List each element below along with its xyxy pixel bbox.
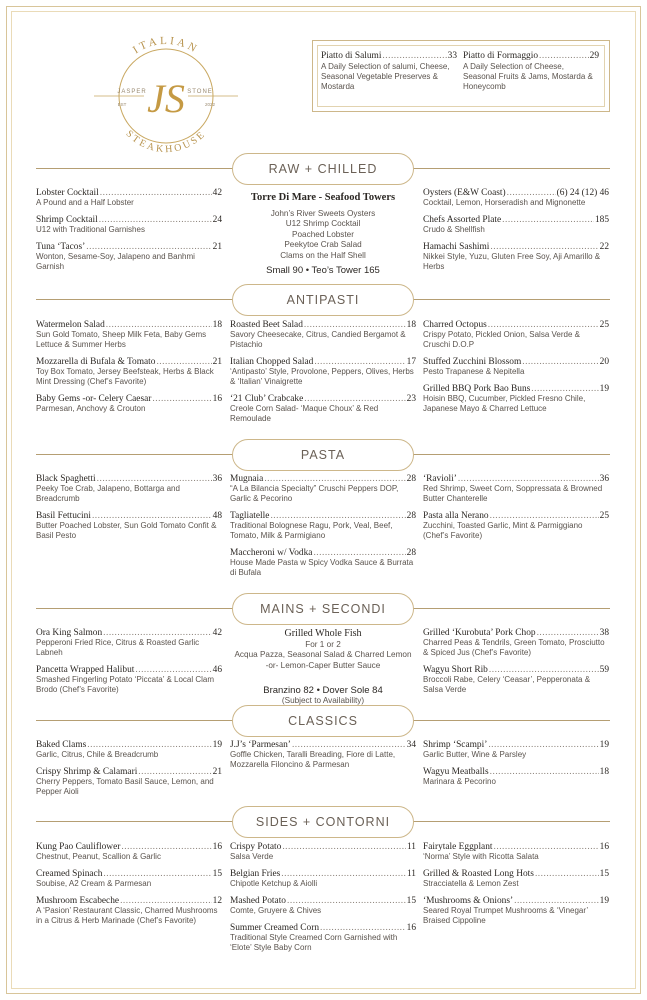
menu-item [36, 320, 222, 350]
leader-dots [490, 242, 598, 252]
item-price: 24 [212, 215, 222, 225]
leader-dots [135, 665, 211, 675]
menu-item [230, 896, 416, 916]
section-header-raw [36, 153, 610, 185]
leader-dots [313, 548, 405, 558]
item-name: Tuna ‘Tacos’ [36, 242, 86, 252]
menu-item [230, 740, 416, 770]
item-name: Mozzarella di Bufala & Tomato [36, 357, 156, 367]
item-name: Pancetta Wrapped Halibut [36, 665, 135, 675]
menu-item [230, 511, 416, 541]
item-description: Parmesan, Anchovy & Crouton [36, 404, 146, 413]
item-price: 36 [212, 474, 222, 484]
info-line: Clams on the Half Shell [280, 250, 366, 260]
item-description: Cherry Peppers, Tomato Basil Sauce, Lemon, and Pepper Aioli [36, 777, 214, 796]
item-price: 11 [406, 842, 416, 852]
item-description: Traditional Bolognese Ragu, Pork, Veal, Beef, Tomato, Milk & Parmigiano [230, 521, 393, 540]
item-name: Watermelon Salad [36, 320, 105, 330]
leader-dots [514, 896, 599, 906]
item-price: 25 [599, 320, 609, 330]
item-name: Maccheroni w/ Vodka [230, 548, 313, 558]
item-name: Basil Fettucini [36, 511, 91, 521]
item-price: 38 [599, 628, 609, 638]
leader-dots [103, 628, 211, 638]
item-price: 16 [212, 842, 222, 852]
item-name: Crispy Shrimp & Calamari [36, 767, 138, 777]
item-description: Soubise, A2 Cream & Parmesan [36, 879, 152, 888]
item-description: Hoisin BBQ, Cucumber, Pickled Fresno Chile, Japanese Mayo & Charred Lettuce [423, 394, 586, 413]
item-description: A ‘Pasion’ Restaurant Classic, Charred Mushrooms in a Citrus & Herb Marinade (Chef’s Favorite) [36, 906, 218, 925]
leader-dots [382, 51, 446, 62]
leader-dots [537, 628, 599, 638]
restaurant-logo [92, 32, 240, 160]
pasta-column-2 [230, 474, 416, 585]
item-description: Marinara & Pecorino [423, 777, 496, 786]
item-name: Shrimp ‘Scampi’ [423, 740, 488, 750]
item-description: Broccoli Rabe, Celery ‘Ceasar’, Pepperonata & Salsa Verde [423, 675, 591, 694]
menu-item [36, 767, 222, 797]
item-description: Stracciatella & Lemon Zest [423, 879, 519, 888]
menu-item [36, 215, 222, 235]
section-header-classics [36, 705, 610, 737]
item-name: Grilled BBQ Pork Bao Buns [423, 384, 531, 394]
menu-item [423, 665, 609, 695]
item-price: 25 [599, 511, 609, 521]
item-price: 59 [599, 665, 609, 675]
leader-dots [86, 242, 211, 252]
section-header-mains [36, 593, 610, 625]
item-name: Italian Chopped Salad [230, 357, 314, 367]
menu-item [36, 665, 222, 695]
leader-dots [314, 357, 405, 367]
leader-dots [287, 896, 406, 906]
item-name: Grilled ‘Kurobuta’ Pork Chop [423, 628, 536, 638]
section-title: PASTA [232, 439, 414, 471]
item-description: Charred Peas & Tendrils, Green Tomato, Prosciutto & Spiced Jus (Chef’s Favorite) [423, 638, 605, 657]
item-price: 42 [212, 628, 222, 638]
menu-item [230, 357, 416, 387]
section-title: RAW + CHILLED [232, 153, 414, 185]
item-price: 19 [599, 384, 609, 394]
menu-item [423, 320, 609, 350]
pasta-column-3 [423, 474, 609, 548]
item-price: 21 [212, 242, 222, 252]
leader-dots [264, 474, 405, 484]
menu-item [36, 896, 222, 926]
tower-price: Small 90 • Teo’s Tower 165 [266, 265, 380, 277]
menu-item [423, 628, 609, 658]
item-price: 19 [212, 740, 222, 750]
logo-bottom-text: STEAKHOUSE [123, 128, 209, 156]
item-description: Savory Cheesecake, Citrus, Candied Bergamot & Pistachio [230, 330, 406, 349]
seafood-tower [230, 192, 416, 276]
leader-dots [152, 394, 211, 404]
leader-dots [488, 740, 598, 750]
leader-dots [156, 357, 211, 367]
item-name: Hamachi Sashimi [423, 242, 490, 252]
item-price: 28 [406, 474, 416, 484]
item-name: Charred Octopus [423, 320, 487, 330]
menu-item [230, 842, 416, 862]
item-name: Kung Pao Cauliflower [36, 842, 121, 852]
leader-dots [87, 740, 211, 750]
section-title: SIDES + CONTORNI [232, 806, 414, 838]
item-price: 15 [212, 869, 222, 879]
item-description: Cocktail, Lemon, Horseradish and Mignonette [423, 198, 586, 207]
menu-item [230, 474, 416, 504]
raw-column-3 [423, 188, 609, 279]
sides-column-2 [230, 842, 416, 960]
item-description: Butter Poached Lobster, Sun Gold Tomato Confit & Basil Pesto [36, 521, 217, 540]
item-name: Crispy Potato [230, 842, 282, 852]
menu-item [230, 320, 416, 350]
item-description: Wonton, Sesame-Soy, Jalapeno and Banhmi Garnish [36, 252, 195, 271]
info-line: John’s River Sweets Oysters [270, 209, 376, 218]
whole-fish [230, 628, 416, 707]
item-description: U12 with Traditional Garnishes [36, 225, 145, 234]
item-price: 20 [599, 357, 609, 367]
item-price: 16 [212, 394, 222, 404]
leader-dots [270, 511, 405, 521]
menu-item [423, 740, 609, 760]
menu-item [423, 357, 609, 377]
menu-item [36, 511, 222, 541]
leader-dots [120, 896, 212, 906]
featured-salumi [321, 51, 457, 92]
leader-dots [490, 767, 599, 777]
menu-item [423, 242, 609, 272]
item-description: Nikkei Style, Yuzu, Gluten Free Soy, Aji Amarillo & Herbs [423, 252, 601, 271]
leader-dots [535, 869, 599, 879]
item-description: A Pound and a Half Lobster [36, 198, 134, 207]
menu-item [36, 188, 222, 208]
item-description: Traditional Style Creamed Corn Garnished with ‘Elote’ Style Baby Corn [230, 933, 398, 952]
leader-dots [99, 215, 212, 225]
tower-lines [230, 209, 416, 261]
item-name: Creamed Spinach [36, 869, 103, 879]
item-name: Mushroom Escabeche [36, 896, 120, 906]
classics-column-3 [423, 740, 609, 794]
antipasti-column-2 [230, 320, 416, 431]
leader-dots [292, 740, 406, 750]
featured-formaggio [463, 51, 599, 92]
leader-dots [522, 357, 598, 367]
item-description: Goffle Chicken, Taralli Breading, Fiore di Latte, Mozzarella Filoncino & Parmesan [230, 750, 396, 769]
item-description: Garlic Butter, Wine & Parsley [423, 750, 527, 759]
item-price: (6) 24 (12) 46 [556, 188, 609, 198]
item-name: Mashed Potato [230, 896, 286, 906]
item-price: 17 [406, 357, 416, 367]
item-name: Chefs Assorted Plate [423, 215, 502, 225]
fish-note: (Subject to Availability) [281, 696, 365, 706]
leader-dots [488, 320, 599, 330]
leader-dots [507, 188, 556, 198]
info-line: For 1 or 2 [305, 640, 341, 649]
antipasti-column-1 [36, 320, 222, 421]
item-price: 18 [599, 767, 609, 777]
item-price: 28 [406, 548, 416, 558]
section-title: ANTIPASTI [232, 284, 414, 316]
logo-top-text: ITALIAN [130, 34, 201, 57]
menu-item [423, 896, 609, 926]
item-name: Shrimp Cocktail [36, 215, 98, 225]
item-name: Mugnaia [230, 474, 264, 484]
menu-item [36, 357, 222, 387]
logo-year: 2022 [204, 102, 216, 107]
fish-title: Grilled Whole Fish [284, 628, 362, 639]
leader-dots [539, 51, 589, 62]
item-description: Garlic, Citrus, Chile & Breadcrumb [36, 750, 159, 759]
item-price: 11 [406, 869, 416, 879]
leader-dots [106, 320, 212, 330]
item-description: Crudo & Shellfish [423, 225, 485, 234]
item-description: Chestnut, Peanut, Scallion & Garlic [36, 852, 161, 861]
item-name: Lobster Cocktail [36, 188, 99, 198]
pasta-column-1 [36, 474, 222, 548]
item-price: 15 [599, 869, 609, 879]
menu-item [36, 740, 222, 760]
item-name: Baby Gems -or- Celery Caesar [36, 394, 152, 404]
item-description: A Daily Selection of salumi, Cheese, Seasonal Vegetable Preserves & Mostarda [321, 61, 450, 91]
item-price: 19 [599, 896, 609, 906]
item-description: ‘Antipasto’ Style, Provolone, Peppers, Olives, Herbs & ‘Italian’ Vinaigrette [230, 367, 414, 386]
logo-seal [92, 32, 240, 160]
item-price: 21 [212, 357, 222, 367]
menu-item [36, 842, 222, 862]
menu-item [230, 869, 416, 889]
item-description: Sun Gold Tomato, Sheep Milk Feta, Baby Gems Lettuce & Summer Herbs [36, 330, 207, 349]
item-price: 42 [212, 188, 222, 198]
item-price: 21 [212, 767, 222, 777]
item-price: 15 [406, 896, 416, 906]
menu-item [423, 188, 609, 208]
logo-right-word: STONE [187, 89, 213, 95]
info-line: U12 Shrimp Cocktail [285, 219, 361, 229]
item-price: 28 [406, 511, 416, 521]
leader-dots [282, 842, 406, 852]
menu-item [36, 394, 222, 414]
featured-box [312, 40, 610, 112]
menu-item [423, 842, 609, 862]
info-line: Poached Lobster [292, 229, 354, 239]
leader-dots [100, 188, 212, 198]
item-name: ‘Ravioli’ [423, 474, 457, 484]
item-description: “A La Bilancia Specialty” Cruschi Peppers DOP, Garlic & Pecorino [230, 484, 399, 503]
item-name: Wagyu Meatballs [423, 767, 489, 777]
item-name: Summer Creamed Corn [230, 923, 320, 933]
leader-dots [458, 474, 599, 484]
menu-item [230, 394, 416, 424]
logo-est: EST [117, 102, 127, 107]
item-price: 18 [406, 320, 416, 330]
menu-item [230, 548, 416, 578]
info-line: Acqua Pazza, Seasonal Salad & Charred Lemon [234, 650, 412, 660]
item-description: Peeky Toe Crab, Jalapeno, Bottarga and Breadcrumb [36, 484, 180, 503]
item-name: ‘Mushrooms & Onions’ [423, 896, 514, 906]
menu-item [423, 474, 609, 504]
item-name: Oysters (E&W Coast) [423, 188, 506, 198]
leader-dots [490, 511, 599, 521]
leader-dots [489, 665, 599, 675]
item-description: Chipotle Ketchup & Aiolli [230, 879, 318, 888]
item-name: Grilled & Roasted Long Hots [423, 869, 534, 879]
leader-dots [281, 869, 406, 879]
menu-item [36, 474, 222, 504]
item-price: 33 [447, 51, 457, 61]
mains-column-3 [423, 628, 609, 702]
leader-dots [304, 394, 405, 404]
item-price: 12 [212, 896, 222, 906]
item-price: 185 [594, 215, 609, 225]
item-name: Pasta alla Nerano [423, 511, 489, 521]
item-name: ‘21 Club’ Crabcake [230, 394, 304, 404]
leader-dots [103, 869, 211, 879]
leader-dots [97, 474, 212, 484]
svg-text:ITALIAN [131, 35, 201, 56]
item-price: 48 [212, 511, 222, 521]
menu-item [423, 869, 609, 889]
item-description: Pepperoni Fried Rice, Citrus & Roasted Garlic Labneh [36, 638, 200, 657]
menu-item [36, 242, 222, 272]
item-description: Zucchini, Toasted Garlic, Mint & Parmiggiano (Chef’s Favorite) [423, 521, 583, 540]
item-name: Black Spaghetti [36, 474, 96, 484]
antipasti-column-3 [423, 320, 609, 421]
menu-item [230, 923, 416, 953]
logo-monogram: JS [147, 76, 185, 121]
menu-item [36, 628, 222, 658]
item-name: Tagliatelle [230, 511, 270, 521]
raw-column-1 [36, 188, 222, 279]
item-name: Baked Clams [36, 740, 87, 750]
leader-dots [531, 384, 598, 394]
leader-dots [320, 923, 406, 933]
item-price: 23 [406, 394, 416, 404]
leader-dots [494, 842, 599, 852]
leader-dots [138, 767, 211, 777]
item-price: 46 [212, 665, 222, 675]
item-description: A Daily Selection of Cheese, Seasonal Fruits & Jams, Mostarda & Honeycomb [463, 61, 593, 91]
item-description: Toy Box Tomato, Jersey Beefsteak, Herbs & Black Mint Dressing (Chef’s Favorite) [36, 367, 214, 386]
item-name: Belgian Fries [230, 869, 281, 879]
item-price: 19 [599, 740, 609, 750]
leader-dots [304, 320, 406, 330]
section-header-pasta [36, 439, 610, 471]
item-name: Roasted Beet Salad [230, 320, 303, 330]
section-title: MAINS + SECONDI [232, 593, 414, 625]
item-name: J.J’s ‘Parmesan’ [230, 740, 291, 750]
tower-title: Torre Di Mare - Seafood Towers [250, 192, 396, 203]
item-price: 16 [406, 923, 416, 933]
item-description: Red Shrimp, Sweet Corn, Soppressata & Browned Butter Chanterelle [423, 484, 603, 503]
menu-item [423, 511, 609, 541]
classics-column-2 [230, 740, 416, 777]
item-name: Piatto di Salumi [321, 51, 382, 61]
item-price: 22 [599, 242, 609, 252]
item-price: 29 [589, 51, 599, 61]
fish-price: Branzino 82 • Dover Sole 84 [263, 685, 383, 697]
leader-dots [502, 215, 594, 225]
item-description: Smashed Fingerling Potato ‘Piccata’ & Local Clam Brodo (Chef’s Favorite) [36, 675, 215, 694]
item-price: 36 [599, 474, 609, 484]
menu-item [36, 869, 222, 889]
section-header-antipasti [36, 284, 610, 316]
item-price: 18 [212, 320, 222, 330]
item-description: Pesto Trapanese & Nepitella [423, 367, 525, 376]
item-description: Salsa Verde [230, 852, 274, 861]
item-name: Fairytale Eggplant [423, 842, 493, 852]
item-name: Wagyu Short Rib [423, 665, 488, 675]
item-price: 34 [406, 740, 416, 750]
sides-column-3 [423, 842, 609, 933]
item-description: ‘Norma’ Style with Ricotta Salata [423, 852, 539, 861]
leader-dots [121, 842, 211, 852]
menu-item [423, 215, 609, 235]
item-description: House Made Pasta w Spicy Vodka Sauce & Burrata di Bufala [230, 558, 414, 577]
item-name: Ora King Salmon [36, 628, 103, 638]
menu-item [423, 384, 609, 414]
menu-item [423, 767, 609, 787]
item-name: Piatto di Formaggio [463, 51, 538, 61]
item-description: Comte, Gruyere & Chives [230, 906, 322, 915]
sides-column-1 [36, 842, 222, 933]
fish-lines [230, 640, 416, 671]
section-header-sides [36, 806, 610, 838]
item-description: Seared Royal Trumpet Mushrooms & ‘Vinegar’ Braised Cippoline [423, 906, 588, 925]
mains-column-1 [36, 628, 222, 702]
info-line: Peekytoe Crab Salad [284, 240, 362, 250]
item-name: Stuffed Zucchini Blossom [423, 357, 522, 367]
info-line: -or- Lemon-Caper Butter Sauce [265, 660, 381, 670]
leader-dots [92, 511, 212, 521]
classics-column-1 [36, 740, 222, 804]
item-price: 16 [599, 842, 609, 852]
logo-left-word: JASPER [117, 89, 147, 95]
item-description: Crispy Potato, Pickled Onion, Salsa Verde & Cruschi D.O.P [423, 330, 580, 349]
item-description: Creole Corn Salad- ‘Maque Choux’ & Red Remoulade [230, 404, 379, 423]
section-title: CLASSICS [232, 705, 414, 737]
